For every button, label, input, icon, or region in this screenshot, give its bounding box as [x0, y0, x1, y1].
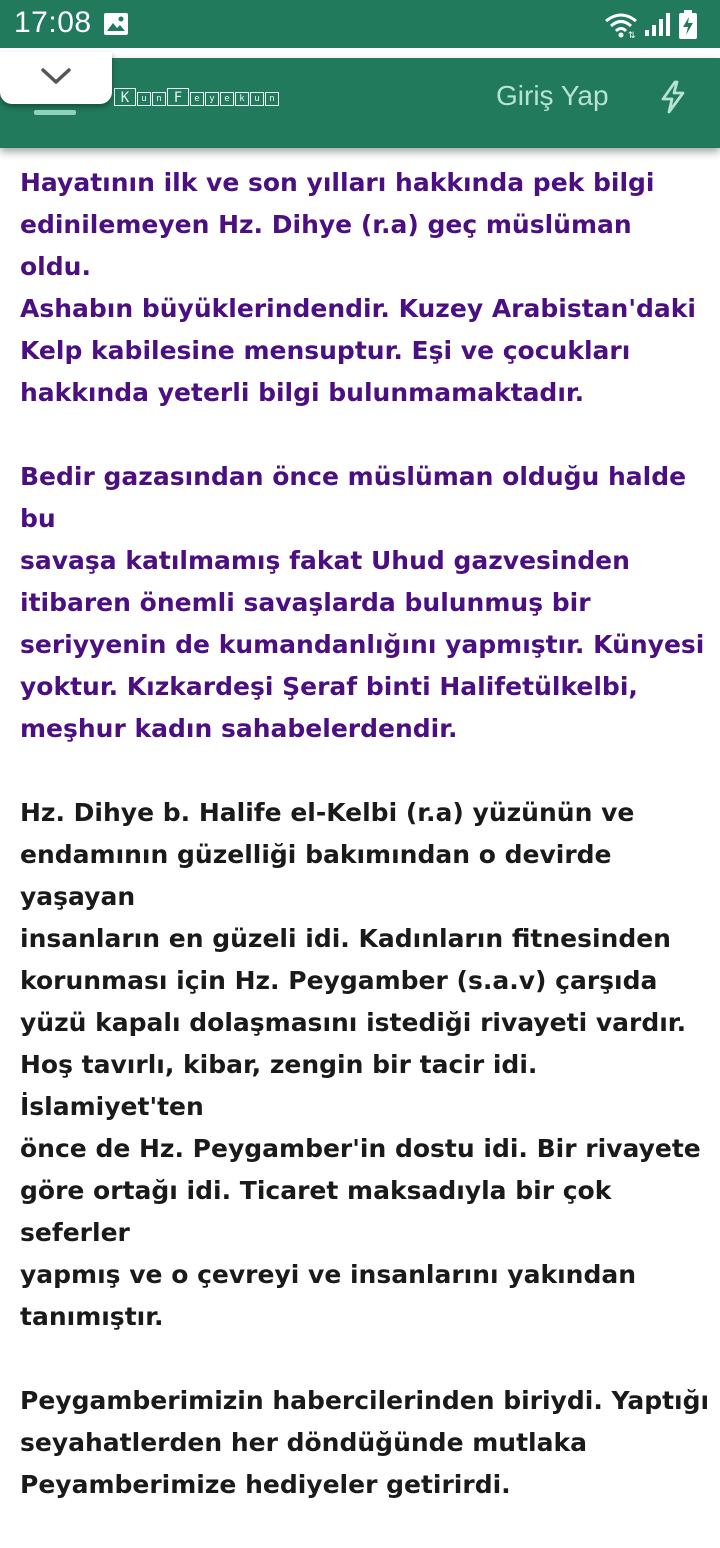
logo-letter: u — [250, 92, 264, 106]
drawer-handle[interactable] — [34, 110, 76, 115]
image-icon — [103, 12, 129, 36]
logo-letter: K — [114, 88, 136, 106]
logo-letter: n — [152, 92, 166, 106]
logo-letter: u — [137, 92, 151, 106]
paragraph: Peygamberimizin habercilerinden biriydi. Yaptığı seyahatlerden her döndüğünde mutlaka Peyamberimize hediyeler getirirdi. — [20, 1386, 710, 1499]
app-logo — [114, 88, 279, 108]
wifi-icon — [604, 12, 638, 38]
paragraph: Hayatının ilk ve son yılları hakkında pek bilgi edinilemeyen Hz. Dihye (r.a) geç müslüman oldu. Ashabın büyüklerindendir. Kuzey Arabistan'daki Kelp kabilesine mensuptur. Eşi ve çocukları hakkında yeterli bilgi bulunmamaktadır. — [20, 168, 696, 407]
signal-icon — [644, 13, 670, 37]
paragraph: Bedir gazasından önce müslüman olduğu halde bu savaşa katılmamış fakat Uhud gazvesinden itibaren önemli savaşlarda bulunmuş bir seriyyenin de kumandanlığını yapmıştır. Künyesi yoktur. Kızkardeşi Şeraf binti Halifetülkelbi, meşhur kadın sahabelerdendir. — [20, 462, 705, 743]
battery-charging-icon — [678, 10, 698, 40]
status-bar — [0, 0, 720, 48]
lightning-icon[interactable] — [658, 80, 688, 114]
svg-text:⇅: ⇅ — [628, 31, 636, 38]
chevron-down-icon — [40, 66, 72, 86]
logo-letter: y — [205, 92, 219, 106]
logo-letter: e — [220, 92, 234, 106]
collapse-button[interactable] — [0, 52, 112, 104]
article-content — [20, 162, 710, 1548]
login-button[interactable]: Giriş Yap — [496, 80, 609, 111]
paragraph: Hz. Dihye b. Halife el-Kelbi (r.a) yüzünün ve endamının güzelliği bakımından o devirde yaşayan insanların en güzeli idi. Kadınların fitnesinden korunması için Hz. Peygamber (s.a.v) çarşıda yüzü kapalı dolaşmasını istediği rivayeti vardır. Hoş tavırlı, kibar, zengin bir tacir idi. İslamiyet'ten önce de Hz. Peygamber'in dostu idi. Bir rivayete göre ortağı idi. Ticaret maksadıyla bir çok seferler yapmış ve o çevreyi ve insanlarını yakından tanımıştır. — [20, 798, 701, 1331]
logo-letter: n — [265, 92, 279, 106]
logo-letter: e — [190, 92, 204, 106]
logo-letter: k — [235, 92, 249, 106]
logo-letter: F — [167, 88, 189, 106]
status-time: 17:08 — [14, 6, 92, 39]
